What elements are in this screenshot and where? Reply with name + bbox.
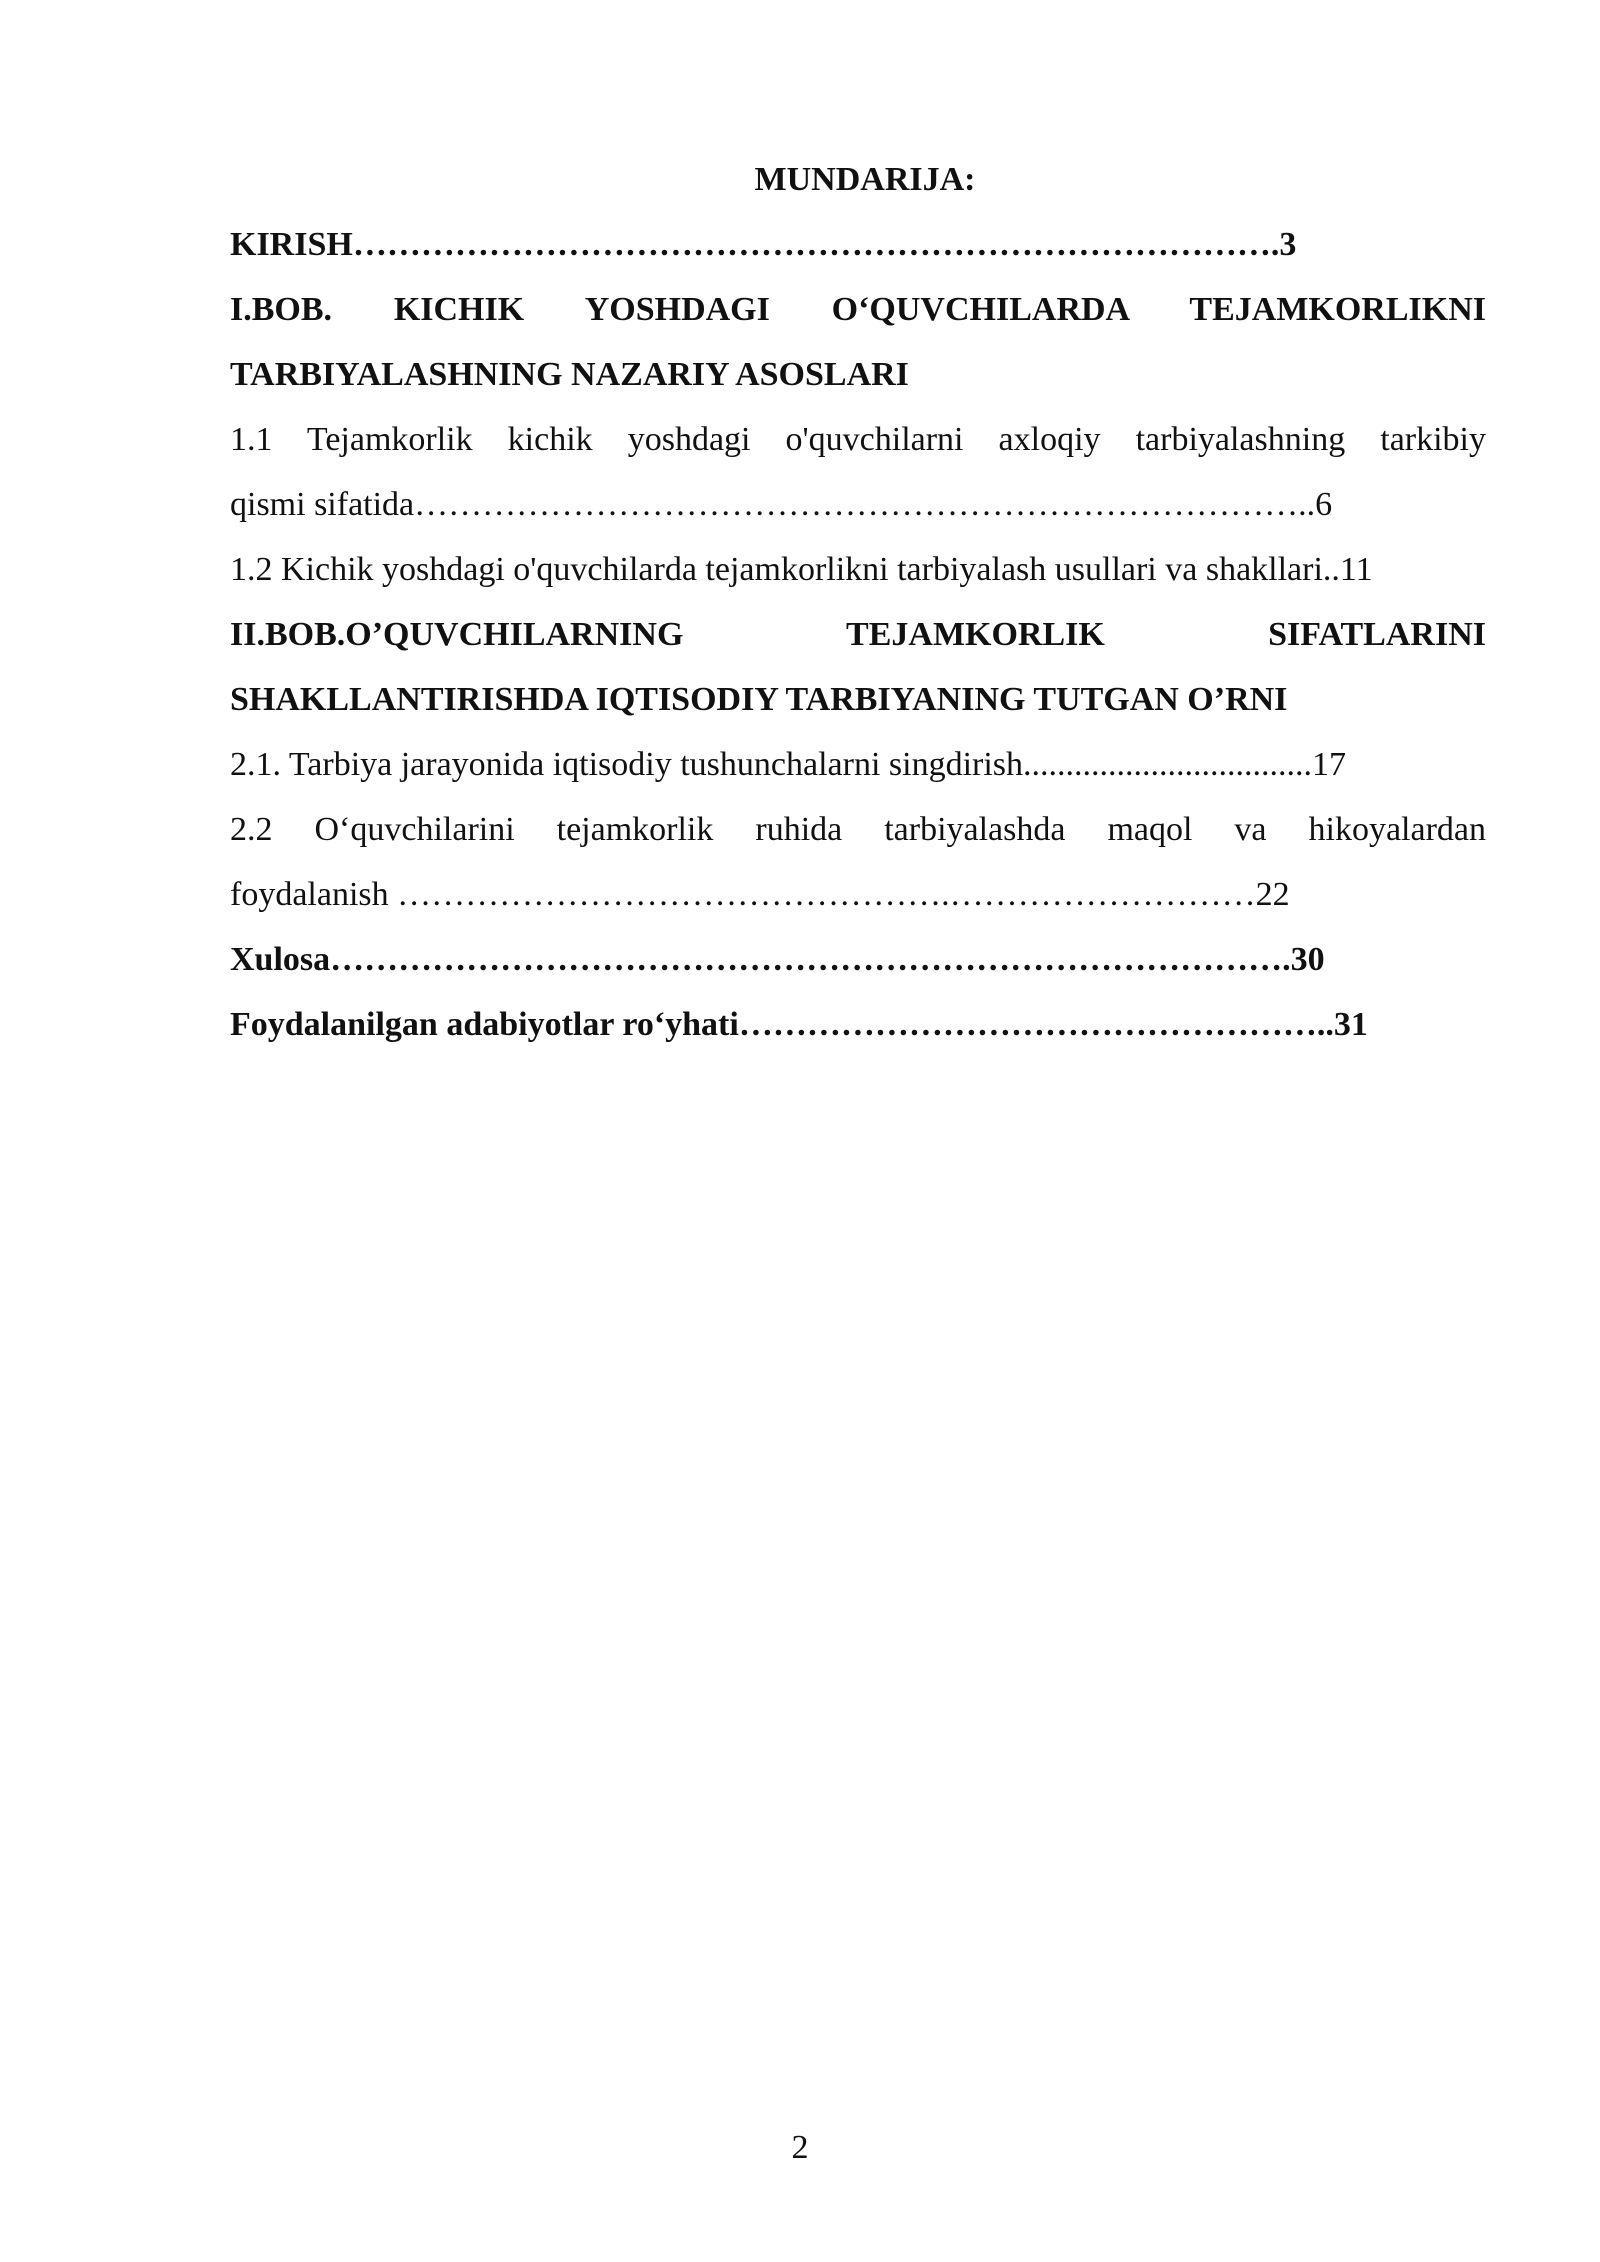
toc-chapter-2-heading-line-2: SHAKLLANTIRISHDA IQTISODIY TARBIYANING TUTGAN O’RNI bbox=[230, 681, 1288, 718]
toc-entry-1-2: 1.2 Kichik yoshdagi o'quvchilarda tejamkorlikni tarbiyalash usullari va shakllari..11 bbox=[230, 551, 1373, 588]
toc-entry-2-1: 2.1. Tarbiya jarayonida iqtisodiy tushunchalarni singdirish..................................17 bbox=[230, 746, 1347, 783]
toc-entry-xulosa: Xulosa………………………………………………………………………….30 bbox=[230, 941, 1325, 978]
toc-entry-adabiyotlar: Foydalanilgan adabiyotlar ro‘yhati……………………………………………..31 bbox=[230, 1006, 1368, 1043]
toc-title: MUNDARIJA: bbox=[754, 161, 976, 198]
toc-chapter-1-heading-line-2: TARBIYALASHNING NAZARIY ASOSLARI bbox=[230, 356, 909, 393]
toc-chapter-1-heading-line-1: I.BOB. KICHIK YOSHDAGI O‘QUVCHILARDA TEJAMKORLIKNI bbox=[230, 291, 1486, 328]
toc-entry-kirish: KIRISH……………………………………………………………………….3 bbox=[230, 226, 1297, 263]
table-of-contents bbox=[230, 148, 1486, 1057]
toc-entry-2-2-line-1: 2.2 O‘quvchilarini tejamkorlik ruhida tarbiyalashda maqol va hikoyalardan bbox=[230, 811, 1486, 848]
toc-entry-1-1-line-2: qismi sifatida……………………………………………………………………..6 bbox=[230, 486, 1333, 523]
page-number: 2 bbox=[791, 2129, 809, 2166]
toc-entry-1-1-line-1: 1.1 Tejamkorlik kichik yoshdagi o'quvchilarni axloqiy tarbiyalashning tarkibiy bbox=[230, 421, 1486, 458]
toc-chapter-2-heading-line-1: II.BOB.O’QUVCHILARNING TEJAMKORLIK SIFATLARINI bbox=[230, 616, 1486, 653]
toc-entry-2-2-line-2: foydalanish ………………………………………….………………………22 bbox=[230, 876, 1290, 913]
